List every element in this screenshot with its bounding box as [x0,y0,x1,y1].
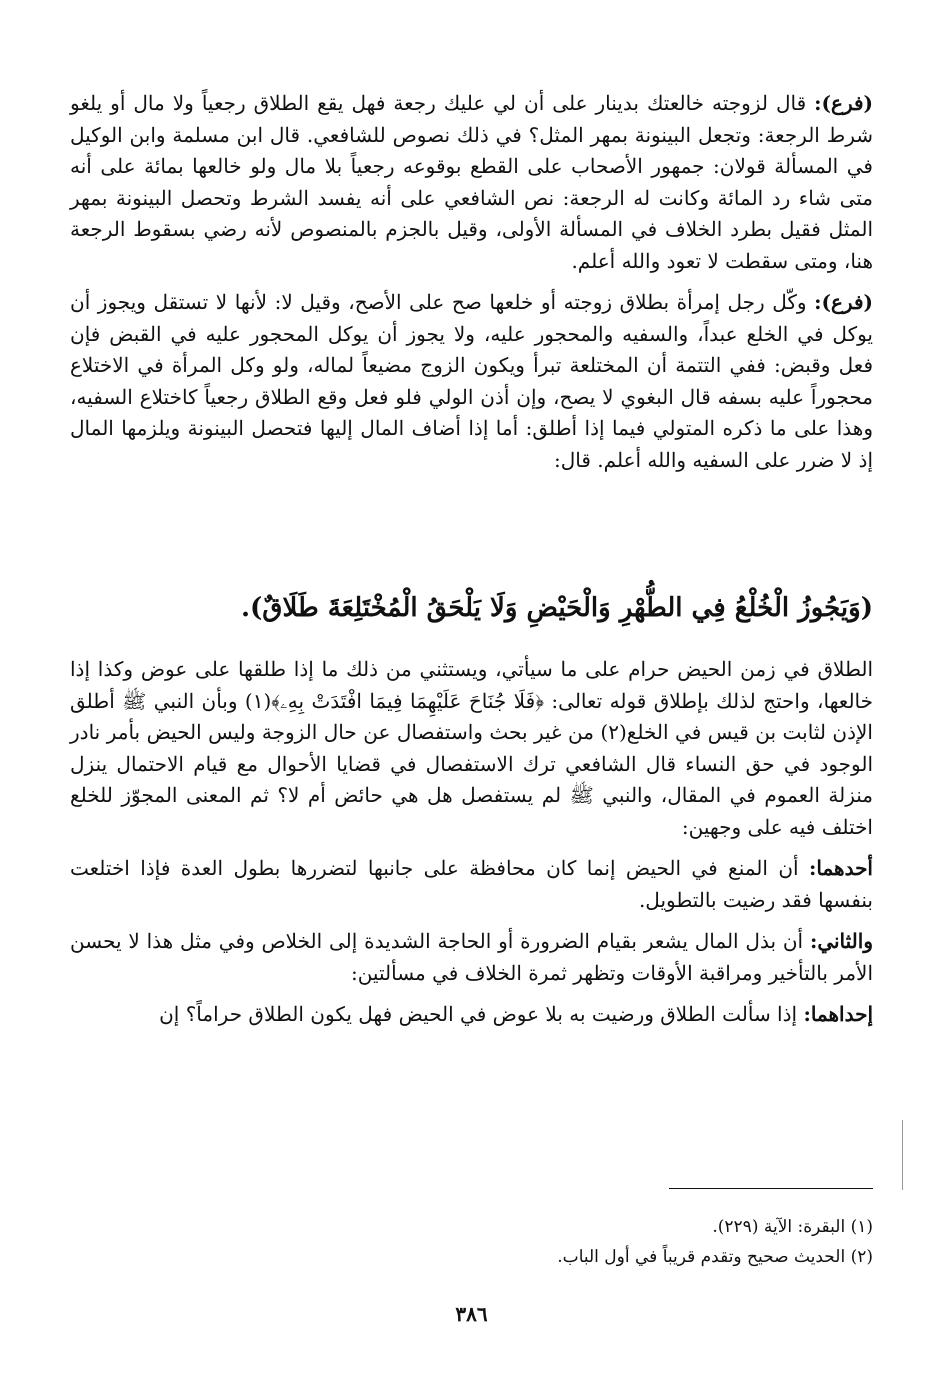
paragraph-text: أن المنع في الحيض إنما كان محافظة على جانبها لتضررها بطول العدة فإذا اختلعت بنفسها فقد رضيت بالتطويل. [70,856,873,912]
body-paragraph-1 [70,654,873,843]
margin-line [902,1120,903,1190]
paragraph-text: قال لزوجته خالعتك بدينار على أن لي عليك رجعة فهل يقع الطلاق رجعياً ولا مال أو يلغو شرط الرجعة: وتجعل البينونة بمهر المثل؟ في ذلك نصوص للشافعي. قال ابن مسلمة وابن الوكيل في المسألة قولان: جمهور الأصحاب على القطع بوقوعه رجعياً بلا مال ولو خالعها بمائة على أنه متى شاء رد المائة وكانت له الرجعة: نص الشافعي على أنه يفسد الشرط وتحصل البينونة بمهر المثل فقيل بطرد الخلاف في المسألة الأولى، وقيل بالجزم بالمنصوص لأنه رضي بسقوط الرجعة هنا، ومتى سقطت لا تعود والله أعلم. [70,91,873,273]
section-body [70,654,873,1031]
paragraph-text: الطلاق في زمن الحيض حرام على ما سيأتي، ويستثني من ذلك ما إذا طلقها على عوض وكذا إذا خالعها، واحتج لذلك بإطلاق قوله تعالى: ﴿فَلَا جُنَاحَ عَلَيْهِمَا فِيمَا افْتَدَتْ بِهِۦ﴾(١) وبأن النبي ﷺ أطلق الإذن لثابت بن قيس في الخلع(٢) من غير بحث واستفصال عن حال الزوجة وليس الحيض بأمر نادر الوجود في حق النساء قال الشافعي ترك الاستفصال في قضايا الأحوال مع قيام الاحتمال ينزل منزلة العموم في المقال، والنبي ﷺ لم يستفصل هل هي حائض أم لا؟ ثم المعنى المجوّز للخلع اختلف فيه على وجهين: [70,657,873,839]
paragraph-lead: أحدهما: [808,856,873,880]
paragraph-lead: إحداهما: [803,1002,873,1026]
paragraph-far-2 [70,287,873,476]
paragraph-lead: (فرع): [814,290,873,314]
footnote-1: (١) البقرة: الآية (٢٢٩). [712,1217,873,1237]
paragraph-lead: (فرع): [814,91,874,115]
footnotes [70,1212,873,1272]
paragraph-far-1 [70,88,873,277]
body-paragraph-3 [70,926,873,989]
body-paragraph-2 [70,853,873,916]
paragraph-text: إذا سألت الطلاق ورضيت به بلا عوض في الحيض فهل يكون الطلاق حراماً؟ إن [159,1002,804,1026]
paragraph-text: وكّل رجل إمرأة بطلاق زوجته أو خلعها صح على الأصح، وقيل لا: لأنها لا تستقل ويجوز أن يوكل في الخلع عبداً، والسفيه والمحجور عليه، ولا يجوز أن يوكل المحجور عليه في القبض فإن فعل وقبض: ففي التتمة أن المختلعة تبرأ ويكون الزوج مضيعاً لماله، ولو وكل المرأة في الاختلاع محجوراً عليه بسفه قال البغوي لا يصح، وإن أذن الولي فلو فعل وقع الطلاق رجعياً كاختلاع السفيه، وهذا على ما ذكره المتولي فيما إذا أطلق: أما إذا أضاف المال إليها فتحصل البينونة ويلزمها المال إذ لا ضرر على السفيه والله أعلم. قال: [70,290,873,472]
paragraph-lead: والثاني: [809,929,873,953]
body-paragraph-4 [70,999,873,1031]
footnote-divider [669,1188,873,1189]
footnote-2: (٢) الحديث صحيح وتقدم قريباً في أول الباب. [557,1247,873,1267]
paragraph-text: أن بذل المال يشعر بقيام الضرورة أو الحاجة الشديدة إلى الخلاص وفي مثل هذا لا يحسن الأمر بالتأخير ومراقبة الأوقات وتظهر ثمرة الخلاف في مسألتين: [70,929,873,985]
section-top [70,88,873,476]
matn-heading: (وَيَجُوزُ الْخُلْعُ فِي الطُّهْرِ وَالْحَيْضِ وَلَا يَلْحَقُ الْمُخْتَلِعَةَ طَلَاقٌ). [240,593,873,623]
page-number: ٣٨٦ [455,1302,488,1326]
